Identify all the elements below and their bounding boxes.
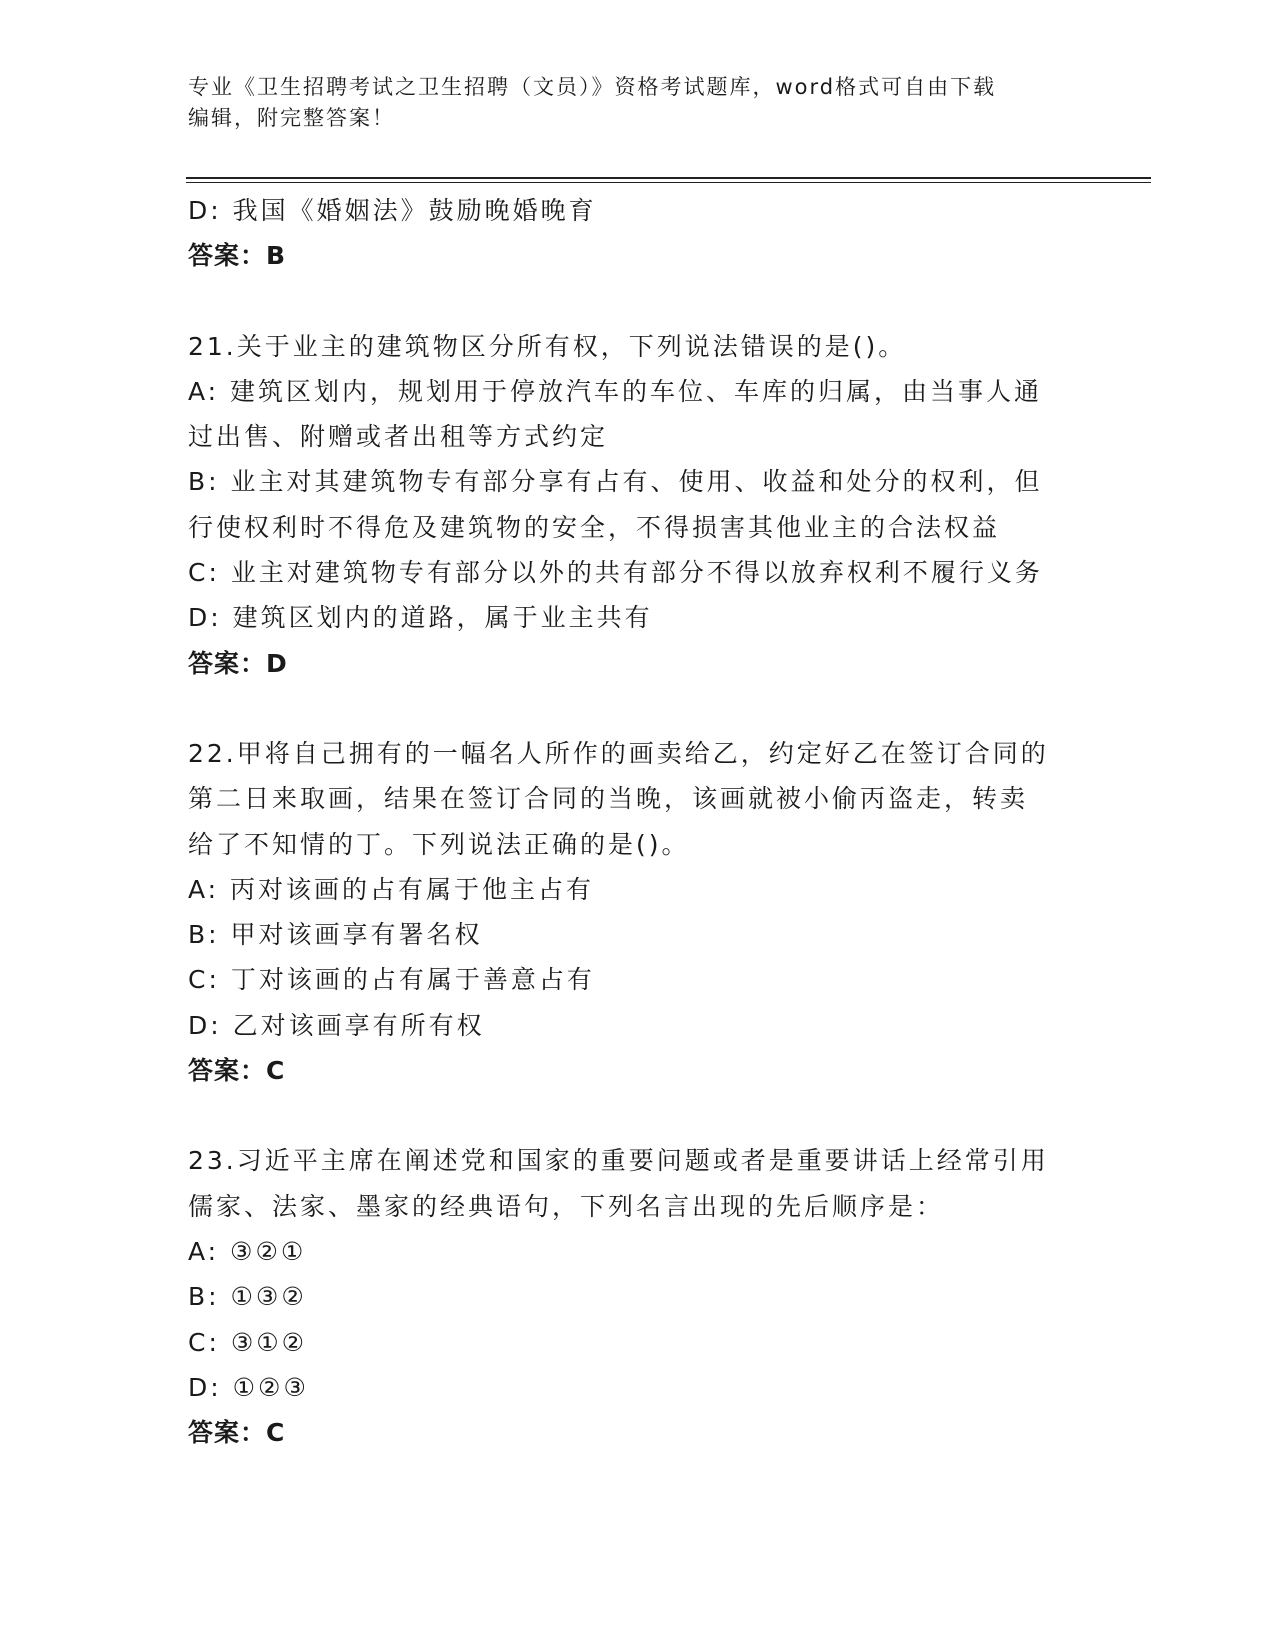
question-21 [188, 324, 1088, 686]
page-header [188, 72, 1088, 134]
option-c-line: C: 丁对该画的占有属于善意占有 [188, 965, 595, 995]
question-22 [188, 731, 1088, 1093]
question-list [188, 188, 1088, 1455]
answer: 答案：C [188, 1418, 286, 1448]
option-b-line: B: ①③② [188, 1282, 307, 1312]
spacer [188, 686, 1088, 731]
option-b-line: B: 业主对其建筑物专有部分享有占有、使用、收益和处分的权利，但 [188, 467, 1043, 497]
question-stem-line: 22.甲将自己拥有的一幅名人所作的画卖给乙，约定好乙在签订合同的 [188, 738, 1049, 768]
option-c-line: C: ③①② [188, 1327, 308, 1357]
option-a-line: A: 丙对该画的占有属于他主占有 [188, 874, 595, 904]
answer: 答案：C [188, 1056, 286, 1086]
prev-option-d: D: 我国《婚姻法》鼓励晚婚晚育 [188, 196, 597, 225]
prev-answer: 答案：B [188, 241, 287, 271]
option-b-line: B: 甲对该画享有署名权 [188, 920, 483, 950]
header-line-1: 专业《卫生招聘考试之卫生招聘（文员）》资格考试题库，word格式可自由下载 [188, 75, 997, 99]
option-a-line: A: ③②① [188, 1236, 307, 1266]
question-stem-line: 23.习近平主席在阐述党和国家的重要问题或者是重要讲话上经常引用 [188, 1146, 1049, 1176]
answer: 答案：D [188, 648, 288, 678]
option-b-line: 行使权利时不得危及建筑物的安全，不得损害其他业主的合法权益 [188, 512, 1001, 542]
option-a-line: A: 建筑区划内，规划用于停放汽车的车位、车库的归属，由当事人通 [188, 376, 1043, 406]
option-d-line: D: 建筑区划内的道路，属于业主共有 [188, 603, 653, 633]
question-stem-line: 第二日来取画，结果在签订合同的当晚，该画就被小偷丙盗走，转卖 [188, 784, 1029, 814]
header-rule-thin [186, 182, 1151, 183]
header-rule-thick [186, 177, 1151, 179]
question-stem-line: 21.关于业主的建筑物区分所有权，下列说法错误的是()。 [188, 331, 907, 361]
header-line-2: 编辑，附完整答案！ [188, 106, 395, 130]
spacer [188, 279, 1088, 324]
option-a-line: 过出售、附赠或者出租等方式约定 [188, 422, 609, 452]
option-c-line: C: 业主对建筑物专有部分以外的共有部分不得以放弃权利不履行义务 [188, 558, 1043, 588]
question-stem-line: 儒家、法家、墨家的经典语句，下列名言出现的先后顺序是： [188, 1191, 945, 1221]
question-23 [188, 1138, 1088, 1455]
question-stem-line: 给了不知情的丁。下列说法正确的是()。 [188, 829, 690, 859]
spacer [188, 1093, 1088, 1138]
option-d-line: D: 乙对该画享有所有权 [188, 1010, 485, 1040]
option-d-line: D: ①②③ [188, 1372, 309, 1402]
